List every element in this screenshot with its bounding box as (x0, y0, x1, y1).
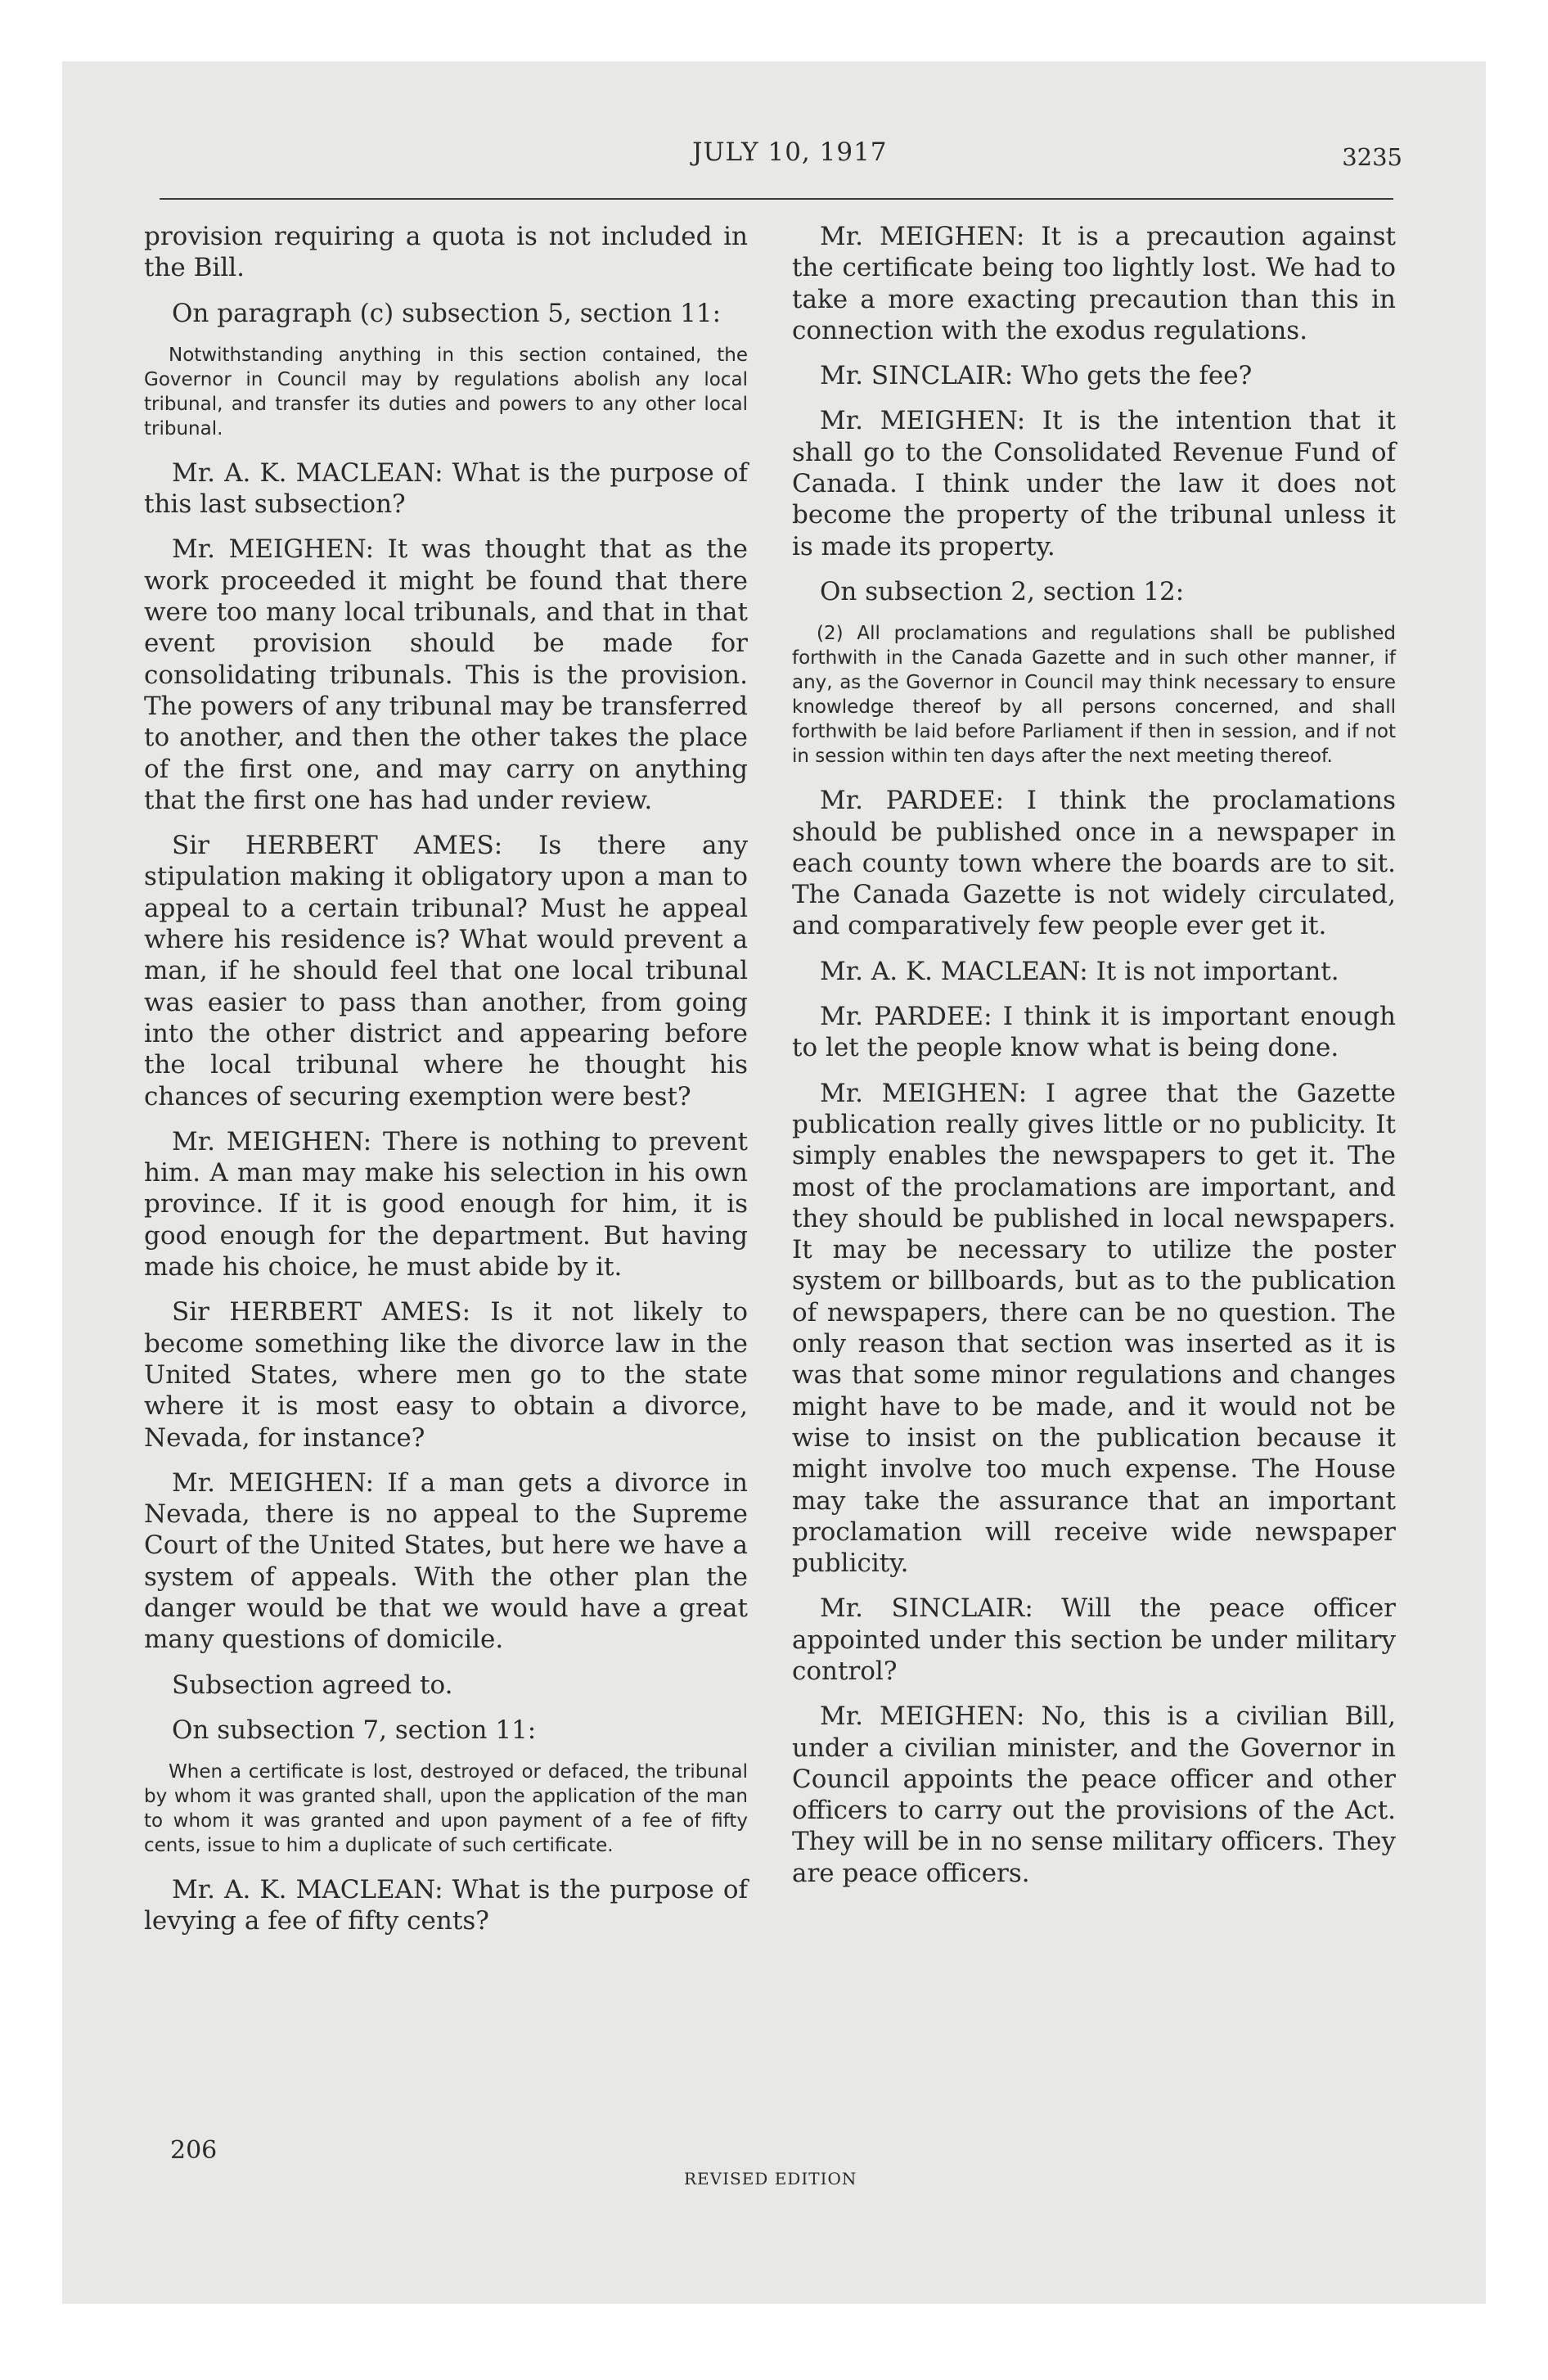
quoted-provision: When a certificate is lost, destroyed or defaced, the tribunal by whom it was granted shall, upon the application of the man to whom it was granted and upon payment of a fee of fifty cents, issue to him a duplicate of such certificate. (144, 1761, 748, 1857)
paragraph: Mr. MEIGHEN: It is a precaution against the certificate being too lightly lost. We had to take a more exacting precaution than this in connection with the exodus regulations. (792, 222, 1396, 345)
paragraph: Mr. MEIGHEN: It was thought that as the work proceeded it might be found that there were too many local tribunals, and that in that event provision should be made for consolidating tribunals. This is the provision. The powers of any tribunal may be transferred to another, and then the other takes the place of the first one, and may carry on anything that the first one has had under review. (144, 534, 748, 815)
paragraph: Sir HERBERT AMES: Is there any stipulation making it obligatory upon a man to appeal to a certain tribunal? Must he appeal where his residence is? What would prevent a man, if he should feel that one local tribunal was easier to pass than another, from going into the other district and appearing before the local tribunal where he thought his chances of securing exemption were best? (144, 831, 748, 1111)
right-column (792, 221, 1396, 1903)
paragraph: Mr. PARDEE: I think it is important enough to let the people know what is being done. (792, 1002, 1396, 1063)
left-column (144, 221, 748, 1951)
quoted-provision: (2) All proclamations and regulations shall be published forthwith in the Canada Gazette and in such other manner, if any, as the Governor in Council may think necessary to ensure knowledge thereof by all persons concerned, and shall forthwith be laid before Parliament if then in session, and if not in session within ten days after the next meeting thereof. (792, 623, 1396, 768)
paragraph: Mr. A. K. MACLEAN: It is not important. (820, 956, 1339, 986)
signature-number: 206 (170, 2136, 218, 2165)
quoted-provision: Notwithstanding anything in this section contained, the Governor in Council may by regulations abolish any local tribunal, and transfer its duties and powers to any other local tribunal. (144, 344, 748, 439)
paragraph: Subsection agreed to. (172, 1670, 453, 1700)
paragraph: Mr. MEIGHEN: It is the intention that it shall go to the Consolidated Revenue Fund of Canada. I think under the law it does not become the property of the tribunal unless it is made its property. (792, 406, 1396, 561)
page-date: JULY 10, 1917 (692, 137, 888, 167)
paragraph: Mr. SINCLAIR: Will the peace officer appointed under this section be under military control? (792, 1593, 1396, 1686)
paragraph: Sir HERBERT AMES: Is it not likely to become something like the divorce law in the United States, where men go to the state where it is most easy to obtain a divorce, Nevada, for instance? (144, 1297, 748, 1453)
paragraph: Mr. MEIGHEN: No, this is a civilian Bill, under a civilian minister, and the Governor in Council appoints the peace officer and other officers to carry out the provisions of the Act. They will be in no sense military officers. They are peace officers. (792, 1702, 1396, 1888)
paragraph: On subsection 7, section 11: (172, 1715, 537, 1745)
paragraph: On paragraph (c) subsection 5, section 11: (172, 298, 722, 328)
page-number: 3235 (1342, 143, 1402, 171)
edition-label: REVISED EDITION (684, 2169, 857, 2188)
paragraph: Mr. MEIGHEN: I agree that the Gazette publication really gives little or no publicity. It simply enables the newspapers to get it. The most of the proclamations are important, and they should be published in local newspapers. It may be necessary to utilize the poster system or billboards, but as to the publication of newspapers, there can be no question. The only reason that section was inserted as it is was that some minor regulations and changes might have to be made, and it would not be wise to insist on the publication because it might involve too much expense. The House may take the assurance that an important proclamation will receive wide newspaper publicity. (792, 1078, 1396, 1579)
paragraph: Mr. MEIGHEN: If a man gets a divorce in Nevada, there is no appeal to the Supreme Court of the United States, but here we have a system of appeals. With the other plan the danger would be that we would have a great many questions of domicile. (144, 1467, 748, 1655)
paragraph: provision requiring a quota is not included in the Bill. (144, 222, 748, 283)
paragraph: On subsection 2, section 12: (820, 576, 1185, 606)
paragraph: Mr. SINCLAIR: Who gets the fee? (820, 361, 1253, 391)
paragraph: Mr. A. K. MACLEAN: What is the purpose of this last subsection? (144, 458, 748, 520)
paragraph: Mr. PARDEE: I think the proclamations should be published once in a newspaper in each county town where the boards are to sit. The Canada Gazette is not widely circulated, and comparatively few people ever get it. (792, 786, 1396, 941)
header-rule (160, 198, 1393, 200)
paragraph: Mr. A. K. MACLEAN: What is the purpose of levying a fee of fifty cents? (144, 1875, 748, 1936)
paragraph: Mr. MEIGHEN: There is nothing to prevent him. A man may make his selection in his own province. If it is good enough for him, it is good enough for the department. But having made his choice, he must abide by it. (144, 1126, 748, 1282)
